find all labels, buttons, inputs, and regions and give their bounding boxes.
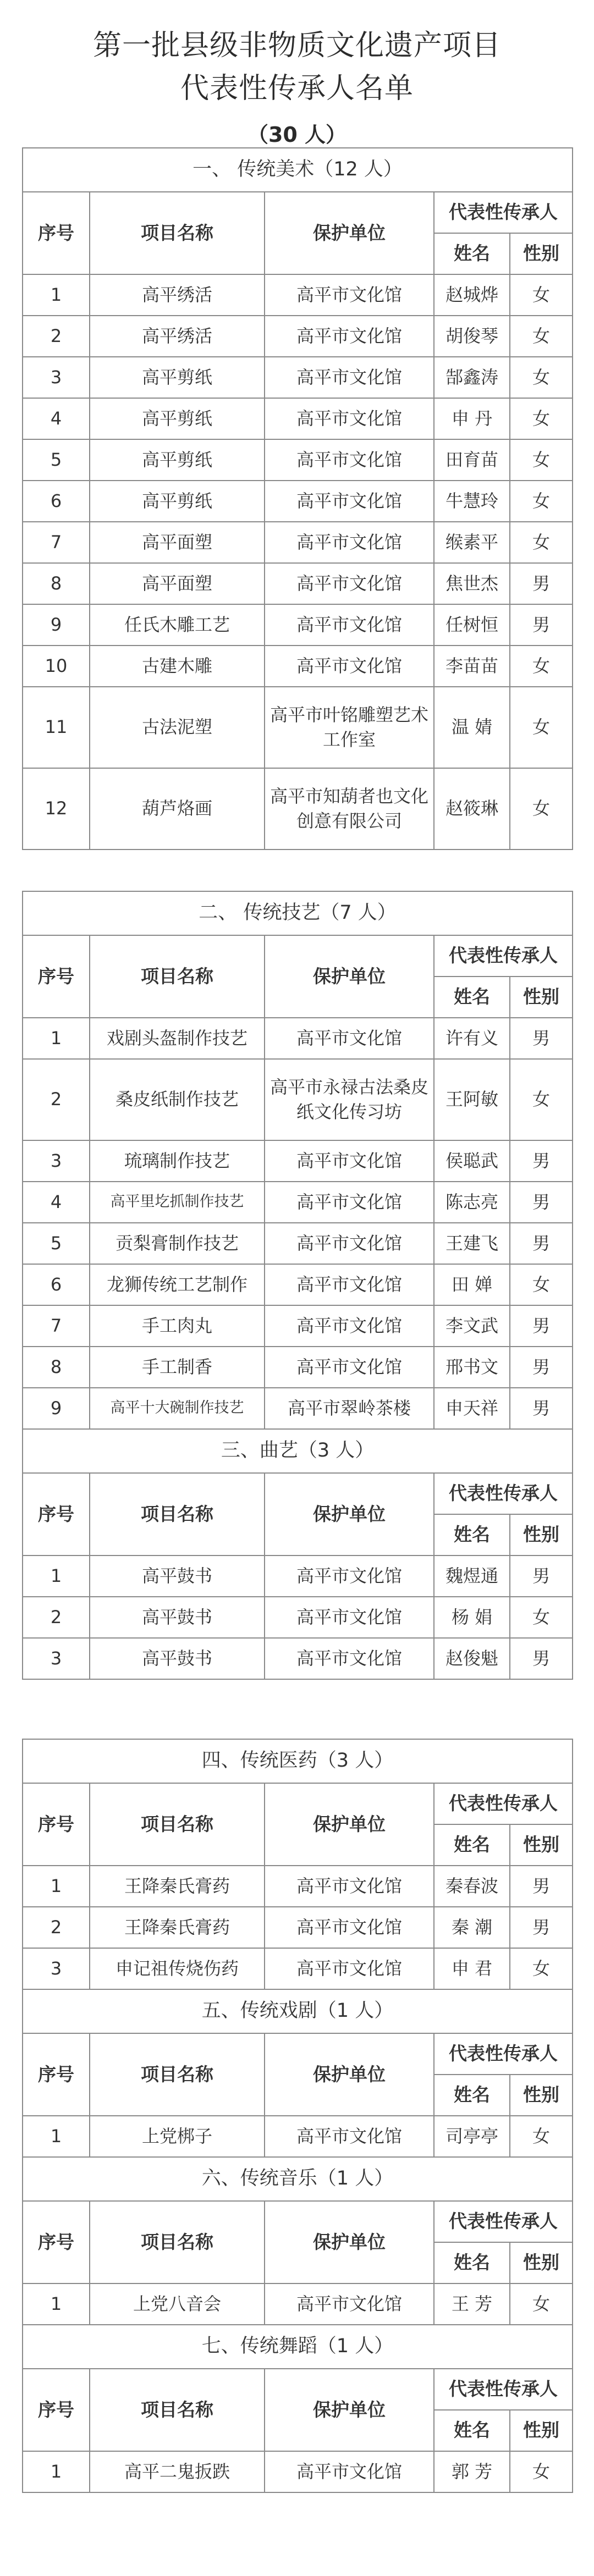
header-seq: 序号 — [23, 2201, 90, 2283]
inheritor-name: 魏煜通 — [434, 1555, 510, 1597]
table-row — [23, 1388, 573, 1429]
table-row — [23, 1305, 573, 1347]
header-project: 项目名称 — [90, 1783, 265, 1866]
category-title: 五、传统戏剧（1 人） — [23, 1989, 573, 2033]
project-name: 高平面塑 — [90, 522, 265, 563]
row-number: 2 — [23, 1059, 90, 1140]
inheritor-name: 王阿敏 — [434, 1059, 510, 1140]
inheritor-name: 郜鑫涛 — [434, 357, 510, 398]
protection-unit: 高平市文化馆 — [265, 274, 434, 316]
inheritor-gender: 女 — [510, 357, 573, 398]
table-row — [23, 1948, 573, 1989]
header-inheritor: 代表性传承人 — [434, 1783, 573, 1824]
table-body — [23, 2157, 573, 2325]
table-row — [23, 646, 573, 687]
table-traditional-crafts-quyi — [22, 891, 573, 1680]
row-number: 9 — [23, 1388, 90, 1429]
project-name: 申记祖传烧伤药 — [90, 1948, 265, 1989]
inheritor-gender: 女 — [510, 1597, 573, 1638]
inheritor-gender: 女 — [510, 522, 573, 563]
header-unit: 保护单位 — [265, 2369, 434, 2451]
inheritor-name: 申 君 — [434, 1948, 510, 1989]
header-project: 项目名称 — [90, 192, 265, 274]
header-name: 姓名 — [434, 1824, 510, 1866]
protection-unit: 高平市文化馆 — [265, 1948, 434, 1989]
header-inheritor: 代表性传承人 — [434, 2369, 573, 2410]
header-seq: 序号 — [23, 935, 90, 1018]
project-name: 高平剪纸 — [90, 481, 265, 522]
header-seq: 序号 — [23, 2369, 90, 2451]
category-title: 四、传统医药（3 人） — [23, 1739, 573, 1783]
inheritor-name: 温 婧 — [434, 687, 510, 768]
header-name: 姓名 — [434, 1514, 510, 1555]
protection-unit: 高平市文化馆 — [265, 2283, 434, 2325]
category-row — [23, 891, 573, 935]
inheritor-gender: 女 — [510, 687, 573, 768]
header-unit: 保护单位 — [265, 1473, 434, 1555]
table-row — [23, 274, 573, 316]
row-number: 7 — [23, 1305, 90, 1347]
table-row — [23, 1223, 573, 1264]
table-row — [23, 2283, 573, 2325]
inheritor-name: 申天祥 — [434, 1388, 510, 1429]
project-name: 王降秦氏膏药 — [90, 1907, 265, 1948]
header-inheritor: 代表性传承人 — [434, 2033, 573, 2075]
table-row — [23, 2451, 573, 2492]
table-medicine-opera-music-dance — [22, 1739, 573, 2493]
table-body — [23, 148, 573, 850]
protection-unit: 高平市文化馆 — [265, 398, 434, 439]
inheritor-gender: 男 — [510, 604, 573, 646]
inheritor-name: 李苗苗 — [434, 646, 510, 687]
inheritor-name: 申 丹 — [434, 398, 510, 439]
header-row — [23, 935, 573, 977]
inheritor-gender: 男 — [510, 1866, 573, 1907]
header-seq: 序号 — [23, 1473, 90, 1555]
header-project: 项目名称 — [90, 2201, 265, 2283]
inheritor-gender: 女 — [510, 768, 573, 850]
protection-unit: 高平市知葫者也文化创意有限公司 — [265, 768, 434, 850]
header-unit: 保护单位 — [265, 192, 434, 274]
header-unit: 保护单位 — [265, 1783, 434, 1866]
project-name: 高平剪纸 — [90, 357, 265, 398]
project-name: 高平鼓书 — [90, 1638, 265, 1679]
table-body — [23, 1429, 573, 1679]
protection-unit: 高平市文化馆 — [265, 1223, 434, 1264]
row-number: 6 — [23, 1264, 90, 1305]
table-row — [23, 1555, 573, 1597]
project-name: 高平剪纸 — [90, 398, 265, 439]
inheritor-name: 王建飞 — [434, 1223, 510, 1264]
table-row — [23, 1638, 573, 1679]
inheritor-gender: 男 — [510, 1555, 573, 1597]
row-number: 2 — [23, 1907, 90, 1948]
header-name: 姓名 — [434, 233, 510, 274]
header-unit: 保护单位 — [265, 935, 434, 1018]
project-name: 上党梆子 — [90, 2116, 265, 2157]
header-gender: 性别 — [510, 1514, 573, 1555]
header-row — [23, 192, 573, 233]
inheritor-gender: 女 — [510, 2116, 573, 2157]
category-title: 三、曲艺（3 人） — [23, 1429, 573, 1473]
row-number: 1 — [23, 2451, 90, 2492]
inheritor-name: 缑素平 — [434, 522, 510, 563]
inheritor-name: 许有义 — [434, 1018, 510, 1059]
table-row — [23, 604, 573, 646]
header-name: 姓名 — [434, 2410, 510, 2451]
protection-unit: 高平市文化馆 — [265, 481, 434, 522]
row-number: 2 — [23, 316, 90, 357]
project-name: 戏剧头盔制作技艺 — [90, 1018, 265, 1059]
header-row — [23, 2033, 573, 2075]
project-name: 高平鼓书 — [90, 1555, 265, 1597]
protection-unit: 高平市永禄古法桑皮纸文化传习坊 — [265, 1059, 434, 1140]
row-number: 1 — [23, 2283, 90, 2325]
inheritor-name: 王 芳 — [434, 2283, 510, 2325]
header-row — [23, 2369, 573, 2410]
table-row — [23, 398, 573, 439]
inheritor-gender: 男 — [510, 1347, 573, 1388]
protection-unit: 高平市文化馆 — [265, 1182, 434, 1223]
header-unit: 保护单位 — [265, 2201, 434, 2283]
inheritor-gender: 男 — [510, 1907, 573, 1948]
total-count: （30 人） — [247, 123, 347, 147]
row-number: 3 — [23, 1140, 90, 1182]
inheritor-name: 牛慧玲 — [434, 481, 510, 522]
inheritor-gender: 男 — [510, 1638, 573, 1679]
protection-unit: 高平市文化馆 — [265, 1264, 434, 1305]
inheritor-gender: 男 — [510, 1223, 573, 1264]
inheritor-gender: 男 — [510, 1388, 573, 1429]
project-name: 上党八音会 — [90, 2283, 265, 2325]
category-row — [23, 2157, 573, 2201]
header-project: 项目名称 — [90, 935, 265, 1018]
row-number: 5 — [23, 1223, 90, 1264]
document-title: 第一批县级非物质文化遗产项目 — [92, 29, 501, 62]
inheritor-name: 侯聪武 — [434, 1140, 510, 1182]
project-name: 手工制香 — [90, 1347, 265, 1388]
header-gender: 性别 — [510, 233, 573, 274]
header-seq: 序号 — [23, 1783, 90, 1866]
inheritor-gender: 女 — [510, 481, 573, 522]
row-number: 2 — [23, 1597, 90, 1638]
header-inheritor: 代表性传承人 — [434, 935, 573, 977]
table-row — [23, 1264, 573, 1305]
row-number: 3 — [23, 1638, 90, 1679]
table-row — [23, 481, 573, 522]
inheritor-gender: 女 — [510, 646, 573, 687]
row-number: 1 — [23, 274, 90, 316]
inheritor-name: 赵城烨 — [434, 274, 510, 316]
project-name: 贡梨膏制作技艺 — [90, 1223, 265, 1264]
protection-unit: 高平市文化馆 — [265, 1866, 434, 1907]
table-traditional-arts — [22, 147, 573, 850]
inheritor-gender: 女 — [510, 1948, 573, 1989]
header-inheritor: 代表性传承人 — [434, 2201, 573, 2242]
protection-unit: 高平市文化馆 — [265, 316, 434, 357]
row-number: 4 — [23, 398, 90, 439]
table-row — [23, 563, 573, 604]
project-name: 琉璃制作技艺 — [90, 1140, 265, 1182]
category-title: 七、传统舞蹈（1 人） — [23, 2325, 573, 2369]
protection-unit: 高平市翠岭茶楼 — [265, 1388, 434, 1429]
inheritor-name: 赵俊魁 — [434, 1638, 510, 1679]
inheritor-name: 司亭亭 — [434, 2116, 510, 2157]
inheritor-name: 任树恒 — [434, 604, 510, 646]
project-name: 高平里圪抓制作技艺 — [90, 1182, 265, 1223]
inheritor-gender: 女 — [510, 2283, 573, 2325]
table-row — [23, 687, 573, 768]
table-row — [23, 1347, 573, 1388]
inheritor-name: 焦世杰 — [434, 563, 510, 604]
protection-unit: 高平市文化馆 — [265, 357, 434, 398]
protection-unit: 高平市文化馆 — [265, 1347, 434, 1388]
inheritor-name: 秦 潮 — [434, 1907, 510, 1948]
inheritor-gender: 男 — [510, 1018, 573, 1059]
header-project: 项目名称 — [90, 1473, 265, 1555]
inheritor-gender: 女 — [510, 1059, 573, 1140]
table-row — [23, 1140, 573, 1182]
table-body — [23, 2325, 573, 2492]
inheritor-gender: 女 — [510, 316, 573, 357]
row-number: 1 — [23, 1866, 90, 1907]
header-inheritor: 代表性传承人 — [434, 1473, 573, 1514]
header-name: 姓名 — [434, 2075, 510, 2116]
table-row — [23, 1866, 573, 1907]
inheritor-gender: 男 — [510, 1305, 573, 1347]
protection-unit: 高平市文化馆 — [265, 604, 434, 646]
inheritor-name: 邢书文 — [434, 1347, 510, 1388]
header-row — [23, 1783, 573, 1824]
inheritor-gender: 女 — [510, 398, 573, 439]
category-row — [23, 1739, 573, 1783]
protection-unit: 高平市文化馆 — [265, 1638, 434, 1679]
inheritor-gender: 男 — [510, 1182, 573, 1223]
row-number: 1 — [23, 2116, 90, 2157]
protection-unit: 高平市文化馆 — [265, 2451, 434, 2492]
category-title: 一、 传统美术（12 人） — [23, 148, 573, 192]
inheritor-name: 胡俊琴 — [434, 316, 510, 357]
inheritor-name: 李文武 — [434, 1305, 510, 1347]
row-number: 3 — [23, 357, 90, 398]
header-row — [23, 2201, 573, 2242]
category-title: 二、 传统技艺（7 人） — [23, 891, 573, 935]
project-name: 葫芦烙画 — [90, 768, 265, 850]
header-gender: 性别 — [510, 2410, 573, 2451]
table-row — [23, 1018, 573, 1059]
protection-unit: 高平市文化馆 — [265, 1907, 434, 1948]
row-number: 10 — [23, 646, 90, 687]
table-row — [23, 522, 573, 563]
row-number: 3 — [23, 1948, 90, 1989]
row-number: 9 — [23, 604, 90, 646]
protection-unit: 高平市文化馆 — [265, 1018, 434, 1059]
project-name: 龙狮传统工艺制作 — [90, 1264, 265, 1305]
project-name: 手工肉丸 — [90, 1305, 265, 1347]
header-project: 项目名称 — [90, 2033, 265, 2116]
table-row — [23, 1907, 573, 1948]
row-number: 8 — [23, 563, 90, 604]
protection-unit: 高平市文化馆 — [265, 1597, 434, 1638]
protection-unit: 高平市文化馆 — [265, 439, 434, 481]
header-gender: 性别 — [510, 1824, 573, 1866]
inheritor-gender: 男 — [510, 563, 573, 604]
inheritor-gender: 女 — [510, 2451, 573, 2492]
header-gender: 性别 — [510, 2075, 573, 2116]
category-title: 六、传统音乐（1 人） — [23, 2157, 573, 2201]
header-gender: 性别 — [510, 2242, 573, 2283]
table-body — [23, 1739, 573, 1989]
inheritor-gender: 女 — [510, 439, 573, 481]
protection-unit: 高平市文化馆 — [265, 563, 434, 604]
row-number: 4 — [23, 1182, 90, 1223]
category-row — [23, 2325, 573, 2369]
protection-unit: 高平市文化馆 — [265, 1305, 434, 1347]
protection-unit: 高平市文化馆 — [265, 1140, 434, 1182]
header-inheritor: 代表性传承人 — [434, 192, 573, 233]
inheritor-name: 陈志亮 — [434, 1182, 510, 1223]
project-name: 高平绣活 — [90, 316, 265, 357]
project-name: 高平十大碗制作技艺 — [90, 1388, 265, 1429]
table-row — [23, 439, 573, 481]
header-name: 姓名 — [434, 2242, 510, 2283]
protection-unit: 高平市文化馆 — [265, 1555, 434, 1597]
protection-unit: 高平市文化馆 — [265, 522, 434, 563]
project-name: 高平二鬼扳跌 — [90, 2451, 265, 2492]
table-row — [23, 1059, 573, 1140]
header-unit: 保护单位 — [265, 2033, 434, 2116]
table-row — [23, 1182, 573, 1223]
project-name: 高平剪纸 — [90, 439, 265, 481]
table-body — [23, 1989, 573, 2157]
row-number: 12 — [23, 768, 90, 850]
project-name: 王降秦氏膏药 — [90, 1866, 265, 1907]
category-row — [23, 148, 573, 192]
project-name: 高平鼓书 — [90, 1597, 265, 1638]
project-name: 古法泥塑 — [90, 687, 265, 768]
inheritor-gender: 男 — [510, 1140, 573, 1182]
project-name: 任氏木雕工艺 — [90, 604, 265, 646]
header-project: 项目名称 — [90, 2369, 265, 2451]
header-gender: 性别 — [510, 977, 573, 1018]
inheritor-gender: 女 — [510, 1264, 573, 1305]
table-row — [23, 768, 573, 850]
header-name: 姓名 — [434, 977, 510, 1018]
inheritor-name: 田育苗 — [434, 439, 510, 481]
table-row — [23, 1597, 573, 1638]
header-seq: 序号 — [23, 2033, 90, 2116]
protection-unit: 高平市文化馆 — [265, 2116, 434, 2157]
row-number: 8 — [23, 1347, 90, 1388]
inheritor-gender: 女 — [510, 274, 573, 316]
title-block — [0, 0, 594, 147]
row-number: 6 — [23, 481, 90, 522]
inheritor-name: 杨 娟 — [434, 1597, 510, 1638]
document-subtitle: 代表性传承人名单 — [180, 72, 414, 105]
inheritor-name: 秦春波 — [434, 1866, 510, 1907]
row-number: 1 — [23, 1555, 90, 1597]
row-number: 11 — [23, 687, 90, 768]
inheritor-name: 田 婵 — [434, 1264, 510, 1305]
header-seq: 序号 — [23, 192, 90, 274]
project-name: 高平绣活 — [90, 274, 265, 316]
row-number: 1 — [23, 1018, 90, 1059]
inheritor-name: 赵筱琳 — [434, 768, 510, 850]
inheritor-name: 郭 芳 — [434, 2451, 510, 2492]
table-row — [23, 357, 573, 398]
protection-unit: 高平市叶铭雕塑艺术工作室 — [265, 687, 434, 768]
table-body — [23, 891, 573, 1429]
project-name: 桑皮纸制作技艺 — [90, 1059, 265, 1140]
table-row — [23, 2116, 573, 2157]
project-name: 古建木雕 — [90, 646, 265, 687]
category-row — [23, 1429, 573, 1473]
row-number: 5 — [23, 439, 90, 481]
project-name: 高平面塑 — [90, 563, 265, 604]
row-number: 7 — [23, 522, 90, 563]
category-row — [23, 1989, 573, 2033]
header-row — [23, 1473, 573, 1514]
protection-unit: 高平市文化馆 — [265, 646, 434, 687]
table-row — [23, 316, 573, 357]
